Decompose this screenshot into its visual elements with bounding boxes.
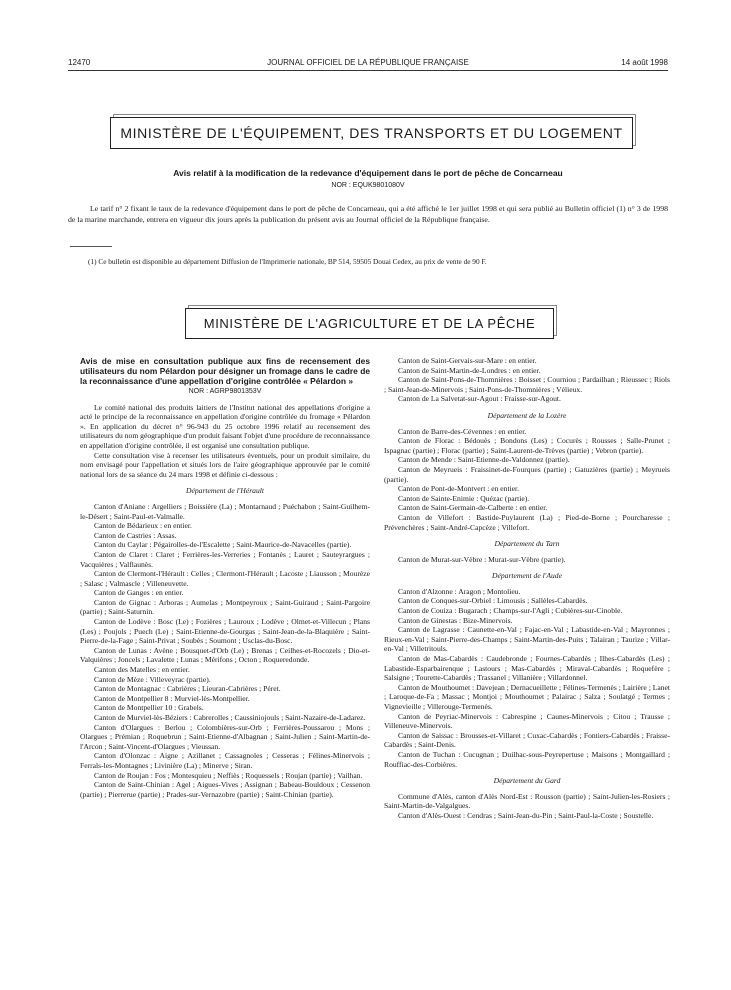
canton-entry: Canton de La Salvetat-sur-Agout : Fraisse-sur-Agout. <box>398 394 561 404</box>
left-column <box>80 356 370 799</box>
canton-entry: Canton de Villefort : Bastide-Puylaurent (La) ; Pied-de-Borne ; Pourcharesse ; Prévenchères ; Saint-André-Capcèze ; Villefort. <box>384 512 670 532</box>
department-heading: Département de l'Hérault <box>186 486 264 496</box>
canton-entry: Canton de Saint-Germain-de-Calberte : en entier. <box>398 503 548 513</box>
canton-entry: Canton d'Aniane : Argelliers ; Boissière (La) ; Montarnaud ; Puéchabon ; Saint-Guilhem-le-Désert ; Saint-Paul-et-Valmalle. <box>80 501 370 521</box>
canton-entry: Canton de Sainte-Enimie : Quézac (partie). <box>398 493 530 503</box>
canton-entry: Canton de Pont-de-Montvert : en entier. <box>398 484 520 494</box>
canton-entry: Canton de Saint-Chinian : Agel ; Aigues-Vives ; Assignan ; Babeau-Bouldoux ; Cessenon (partie) ; Pierrerue (partie) ; Prades-sur-Vernazobre (partie) ; Saint-Chinian (partie). <box>80 780 370 799</box>
canton-entry: Canton de Peyriac-Minervois : Cabrespine ; Caunes-Minervois ; Citou ; Trausse ; Villeneuve-Minervois. <box>384 711 670 731</box>
canton-entry: Canton de Conques-sur-Orbiel : Limousis ; Sallèles-Cabardès. <box>398 596 588 606</box>
department-heading: Département de l'Aude <box>492 571 562 581</box>
avis-paragraph: Cette consultation vise à recenser les utilisateurs éventuels, pour un produit similaire, du nom envisagé pour l'appellation et situés lors de l'aire géographique approuvée par le comité national lors de sa séance du 24 mars 1998 et définie ci-dessous : <box>80 450 370 479</box>
canton-entry: Canton d'Olargues : Berlou ; Colombières-sur-Orb ; Ferrières-Poussarou ; Mons ; Olargues ; Prémian ; Roquebrun ; Saint-Etienne-d'Albagnan ; Saint-Julien ; Saint-Martin-de-l'Arcon ; Saint-Vincent-d'Olargues ; Vieussan. <box>80 722 370 751</box>
publication-date: 14 août 1998 <box>621 58 668 67</box>
canton-entry: Canton de Mouthoumet : Davejean ; Dernacueillette ; Félines-Termenès ; Lairière ; Lanet ; Laroque-de-Fa ; Massac ; Montjoi ; Mouthoumet ; Palairac ; Salza ; Soulatgé ; Termes ; Vignevieille ; Villerouge-Termenès. <box>384 682 670 711</box>
footnote-rule <box>70 246 112 247</box>
page-header <box>68 58 668 70</box>
canton-entry: Canton de Castries : Assas. <box>94 530 177 540</box>
canton-entry: Canton d'Alzonne : Aragon ; Montolieu. <box>398 586 521 596</box>
canton-entry: Canton de Claret : Claret ; Ferrières-les-Verreries ; Fontanès ; Lauret ; Sauteyrargues ; Vacquières ; Valflaunès. <box>80 549 370 569</box>
canton-entry: Canton de Ganges : en entier. <box>94 588 184 598</box>
canton-list <box>80 486 370 799</box>
avis-paragraph: Le comité national des produits laitiers de l'Institut national des appellations d'origine a acté le principe de la reconnaissance en appellation d'origine contrôlée du fromage « Pélardon ». En application du décret n° 96-943 du 25 octobre 1996 relatif au recensement des utilisateurs du nom géographique d'un produit faisant l'objet d'une procédure de reconnaissance en appellation d'origine contrôlée, il est organisé une consultation publique. <box>80 402 370 450</box>
header-rule <box>68 70 668 71</box>
canton-entry: Canton de Couiza : Bugarach ; Champs-sur-l'Agli ; Cubières-sur-Cinoble. <box>398 606 623 616</box>
ministry-heading-agriculture <box>185 308 554 339</box>
canton-entry: Canton de Mas-Cabardès : Caudebronde ; Fournes-Cabardès ; Ilhes-Cabardès (Les) ; Labastide-Esparbairenque ; Lastours ; Mas-Cabardès ; Miraval-Cabardès ; Roquefère ; Salsigne ; Tourette-Cabardès ; Trassanel ; Villanière ; Villardonnel. <box>384 654 670 683</box>
canton-list <box>384 356 670 821</box>
canton-entry: Canton de Clermont-l'Hérault : Celles ; Clermont-l'Hérault ; Lacoste ; Liausson ; Mourèze ; Salasc ; Valmascle ; Villeneuvette. <box>80 569 370 588</box>
canton-entry: Canton d'Alès-Ouest : Cendras ; Saint-Jean-du-Pin ; Saint-Paul-la-Coste ; Soustelle. <box>398 810 654 820</box>
canton-entry: Canton de Saint-Pons-de-Thomnières : Boisset ; Courniou ; Pardailhan ; Rieussec ; Riols ; Saint-Jean-de-Minervois ; Saint-Pons-de-Thomnières ; Vélieux. <box>384 375 670 394</box>
ministry-heading-text: MINISTÈRE DE L'ÉQUIPEMENT, DES TRANSPORTS ET DU LOGEMENT <box>120 125 623 141</box>
canton-entry: Canton d'Olonzac : Aigne ; Azillanet ; Cassagnoles ; Cesseras ; Félines-Minervois ; Ferrals-les-Montagnes ; Livinière (La) ; Minerve ; Siran. <box>80 751 370 770</box>
canton-entry: Canton de Ginestas : Bize-Minervois. <box>398 615 513 625</box>
canton-entry: Canton de Tuchan : Cucugnan ; Duilhac-sous-Peyrepertuse ; Maisons ; Montgaillard ; Rouffiac-des-Corbières. <box>384 749 670 769</box>
canton-entry: Canton des Matelles : en entier. <box>94 665 190 675</box>
ministry-heading-text: MINISTÈRE DE L'AGRICULTURE ET DE LA PÊCHE <box>203 316 536 331</box>
department-heading: Département du Gard <box>493 776 561 786</box>
journal-title: JOURNAL OFFICIEL DE LA RÉPUBLIQUE FRANÇAISE <box>267 58 469 67</box>
canton-entry: Canton de Barre-des-Cévennes : en entier. <box>398 426 527 436</box>
canton-entry: Canton de Lagrasse : Caunette-en-Val ; Fajac-en-Val ; Labastide-en-Val ; Mayronnes ; Rieux-en-Val ; Saint-Pierre-des-Champs ; Saint-Martin-des-Puits ; Talairan ; Taurize ; Villar-en-Val ; Villetritouls. <box>384 625 670 654</box>
avis-title: Avis de mise en consultation publique aux fins de recensement des utilisateurs du nom Pélardon pour désigner un fromage dans le cadre de la reconnaissance d'une appellation d'origine contrôlée « Pélardon » <box>80 356 370 386</box>
canton-entry: Canton de Mende : Saint-Etienne-de-Valdonnez (partie). <box>398 455 570 465</box>
canton-entry: Canton de Mèze : Villeveyrac (partie). <box>94 674 211 684</box>
canton-entry: Canton de Gignac : Arboras ; Aumelas ; Montpeyroux ; Saint-Guiraud ; Saint-Pargoire (partie) ; Saint-Saturnin. <box>80 597 370 617</box>
department-heading: Département du Tarn <box>494 539 560 549</box>
canton-entry: Canton de Saint-Martin-de-Londres : en entier. <box>398 365 541 375</box>
canton-entry: Canton du Caylar : Pégairolles-de-l'Escalette ; Saint-Maurice-de-Navacelles (partie). <box>94 540 352 550</box>
canton-entry: Commune d'Alès, canton d'Alès Nord-Est : Rousson (partie) ; Saint-Julien-les-Rosiers ; Saint-Martin-de-Valgalgues. <box>384 791 670 811</box>
canton-entry: Canton de Saint-Gervais-sur-Mare : en entier. <box>398 356 537 365</box>
right-column <box>384 356 670 821</box>
canton-entry: Canton de Lodève : Bosc (Le) ; Fozières ; Lauroux ; Lodève ; Olmet-et-Villecun ; Plans (Les) ; Poujols ; Puech (Le) ; Saint-Etienne-de-Gourgas ; Saint-Jean-de-la-Blaquière ; Saint-Pierre-de-la-Fage ; Saint-Privat ; Soubès ; Soumont ; Usclas-du-Bosc. <box>80 617 370 646</box>
canton-entry: Canton de Bédarieux : en entier. <box>94 521 192 531</box>
canton-entry: Canton de Saissac : Brousses-et-Villaret ; Cuxac-Cabardès ; Fontiers-Cabardès ; Fraisse-Cabardès ; Saint-Denis. <box>384 730 670 750</box>
footnote: (1) Ce bulletin est disponible au département Diffusion de l'Imprimerie nationale, BP 514, 59505 Douai Cedex, au prix de vente de 90 F. <box>88 257 487 266</box>
canton-entry: Canton de Roujan : Fos ; Montesquieu ; Neffiès ; Roquessels ; Roujan (partie) ; Vailhan. <box>94 770 363 780</box>
canton-entry: Canton de Meyrueis : Fraissinet-de-Fourques (partie) ; Gatuzières (partie) ; Meyrueis (partie). <box>384 464 670 484</box>
nor-reference: NOR : EQUK9801080V <box>331 182 405 189</box>
avis-title: Avis relatif à la modification de la redevance d'équipement dans le port de pêche de Concarneau <box>173 168 563 178</box>
department-heading: Département de la Lozère <box>487 410 567 420</box>
canton-entry: Canton de Montpellier 10 : Grabels. <box>94 703 204 713</box>
ministry-heading-equipement <box>110 117 633 149</box>
avis-body: Le tarif n° 2 fixant le taux de la redevance d'équipement dans le port de pêche de Concarneau, qui a été affiché le 1er juillet 1998 et qui sera publié au Bulletin officiel (1) n° 3 de 1998 de la marine marchande, entrera en vigueur dix jours après la publication du présent avis au Journal officiel de la République française. <box>68 204 668 224</box>
canton-entry: Canton de Lunas : Avène ; Bousquet-d'Orb (Le) ; Brenas ; Ceilhes-et-Rocozels ; Dio-et-Valquières ; Joncels ; Lavalette ; Lunas ; Mérifons ; Octon ; Roqueredonde. <box>80 645 370 665</box>
canton-entry: Canton de Montagnac : Cabrières ; Lieuran-Cabrières ; Péret. <box>94 684 281 694</box>
page-number: 12470 <box>68 58 91 67</box>
canton-entry: Canton de Montpellier 8 : Murviel-lès-Montpellier. <box>94 693 250 703</box>
canton-entry: Canton de Murat-sur-Vèbre : Murat-sur-Vèbre (partie). <box>398 554 566 564</box>
nor-reference: NOR : AGRP9801353V <box>188 388 262 395</box>
canton-entry: Canton de Murviel-lès-Béziers : Cabrerolles ; Caussiniojouls ; Saint-Nazaire-de-Ladarez. <box>94 713 366 722</box>
canton-entry: Canton de Florac : Bédouès ; Bondons (Les) ; Cocurès ; Rousses ; Salle-Prunet ; Ispagnac (partie) ; Florac (partie) ; Saint-Laurent-de-Trèves (partie) ; Vebron (partie). <box>384 436 670 455</box>
